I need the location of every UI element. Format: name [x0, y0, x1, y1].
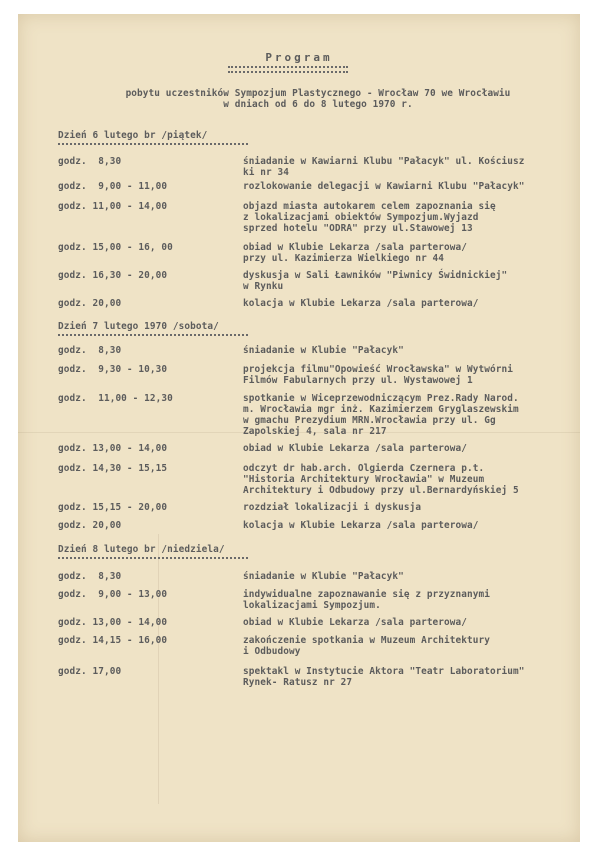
page-title: Program — [265, 51, 333, 64]
description: kolacja w Klubie Lekarza /sala parterowa/ — [243, 298, 479, 309]
time: godz. 13,00 - 14,00 — [58, 617, 168, 628]
time: godz. 20,00 — [58, 298, 122, 309]
description: spektakl w Instytucie Aktora "Teatr Laboratorium" Rynek- Ratusz nr 27 — [243, 666, 525, 688]
subtitle-line: pobytu uczestników Sympozjum Plastycznego - Wrocław 70 we Wrocławiu — [125, 88, 511, 99]
time: godz. 13,00 - 14,00 — [58, 443, 168, 454]
time: godz. 17,00 — [58, 666, 122, 677]
description: spotkanie w Wiceprzewodniczącym Prez.Rady Narod. m. Wrocławia mgr inż. Kazimierzem Gryglaszewskim w gmachu Prezydium MRN.Wrocławia przy ul. Gg Zapolskiej 4, sala nr 217 — [243, 393, 519, 437]
day-underline — [58, 143, 248, 145]
time: godz. 8,30 — [58, 345, 122, 356]
time: godz. 8,30 — [58, 571, 122, 582]
description: śniadanie w Klubie "Pałacyk" — [243, 571, 404, 582]
description: rozdział lokalizacji i dyskusja — [243, 502, 422, 513]
description: objazd miasta autokarem celem zapoznania się z lokalizacjami obiektów Sympozjum.Wyjazd sprzed hotelu "ODRA" przy ul.Stawowej 13 — [243, 201, 496, 234]
title-underline — [228, 66, 348, 73]
time: godz. 9,30 - 10,30 — [58, 364, 168, 375]
description: rozlokowanie delegacji w Kawiarni Klubu "Pałacyk" — [243, 181, 525, 192]
time: godz. 15,00 - 16, 00 — [58, 242, 173, 253]
description: obiad w Klubie Lekarza /sala parterowa/ — [243, 443, 468, 454]
time: godz. 16,30 - 20,00 — [58, 270, 168, 281]
day-heading: Dzień 8 lutego br /niedziela/ — [58, 544, 225, 555]
description: obiad w Klubie Lekarza /sala parterowa/ przy ul. Kazimierza Wielkiego nr 44 — [243, 242, 468, 264]
day-heading: Dzień 6 lutego br /piątek/ — [58, 130, 208, 141]
description: zakończenie spotkania w Muzeum Architektury i Odbudowy — [243, 635, 491, 657]
time: godz. 9,00 - 11,00 — [58, 181, 168, 192]
time: godz. 9,00 - 13,00 — [58, 589, 168, 600]
time: godz. 11,00 - 14,00 — [58, 201, 168, 212]
description: dyskusja w Sali Ławników "Piwnicy Świdnickiej" w Rynku — [243, 270, 508, 292]
description: odczyt dr hab.arch. Olgierda Czernera p.t. "Historia Architektury Wrocławia" w Muzeum Architektury i Odbudowy przy ul.Bernardyńskiej 5 — [243, 463, 519, 496]
time: godz. 14,30 - 15,15 — [58, 463, 168, 474]
document-page — [18, 14, 580, 842]
day-heading: Dzień 7 lutego 1970 /sobota/ — [58, 321, 219, 332]
description: śniadanie w Kawiarni Klubu "Pałacyk" ul. Kościusz ki nr 34 — [243, 156, 525, 178]
description: śniadanie w Klubie "Pałacyk" — [243, 345, 404, 356]
time: godz. 11,00 - 12,30 — [58, 393, 173, 404]
time: godz. 8,30 — [58, 156, 122, 167]
time: godz. 20,00 — [58, 520, 122, 531]
description: obiad w Klubie Lekarza /sala parterowa/ — [243, 617, 468, 628]
day-underline — [58, 334, 248, 336]
description: kolacja w Klubie Lekarza /sala parterowa/ — [243, 520, 479, 531]
description: indywidualne zapoznawanie się z przyznanymi lokalizacjami Sympozjum. — [243, 589, 491, 611]
time: godz. 14,15 - 16,00 — [58, 635, 168, 646]
day-underline — [58, 557, 248, 559]
subtitle — [68, 88, 568, 110]
subtitle-line: w dniach od 6 do 8 lutego 1970 r. — [223, 99, 413, 110]
time: godz. 15,15 - 20,00 — [58, 502, 168, 513]
description: projekcja filmu"Opowieść Wrocławska" w Wytwórni Filmów Fabularnych przy ul. Wystawowej 1 — [243, 364, 513, 386]
